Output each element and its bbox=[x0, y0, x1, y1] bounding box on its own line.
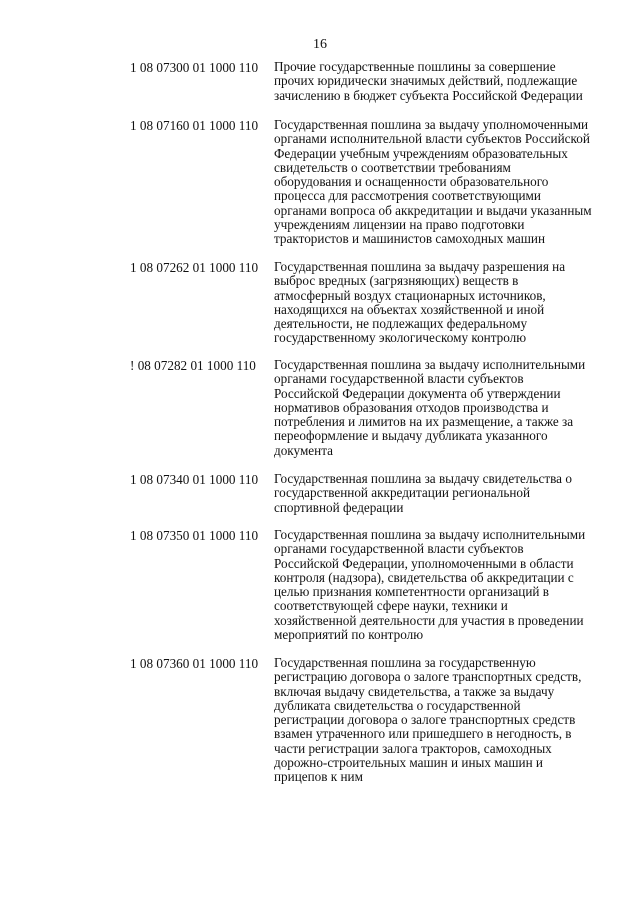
page-number: 16 bbox=[313, 37, 327, 52]
description-line: находящихся на объектах хозяйственной и иной bbox=[274, 301, 545, 317]
description-line: прицепов к ним bbox=[274, 769, 363, 785]
description-line: дорожно-строительных машин и иных машин и bbox=[274, 755, 543, 771]
description-line: спортивной федерации bbox=[274, 499, 404, 515]
revenue-description bbox=[274, 472, 594, 515]
description-line: Российской Федерации, уполномоченными в области bbox=[274, 555, 574, 571]
description-line: дубликата свидетельства о государственной bbox=[274, 697, 521, 713]
revenue-code: 1 08 07340 01 1000 110 bbox=[130, 472, 259, 487]
revenue-description bbox=[274, 118, 594, 247]
description-line: Российской Федерации документа об утверждении bbox=[274, 385, 561, 401]
description-line: атмосферный воздух стационарных источников, bbox=[274, 287, 546, 303]
description-line: нормативов образования отходов производства и bbox=[274, 399, 549, 415]
revenue-code: 1 08 07350 01 1000 110 bbox=[130, 528, 259, 543]
description-line: органами исполнительной власти субъектов Российской bbox=[274, 131, 590, 147]
description-line: Государственная пошлина за государственную bbox=[274, 655, 536, 670]
description-line: государственной аккредитации региональной bbox=[274, 485, 531, 501]
revenue-code: 1 08 07300 01 1000 110 bbox=[130, 60, 259, 75]
description-line: Прочие государственные пошлины за совершение bbox=[274, 59, 556, 74]
description-line: взамен утраченного или пришедшего в негодность, в bbox=[274, 726, 572, 742]
description-line: органами государственной власти субъектов bbox=[274, 541, 524, 557]
revenue-description bbox=[274, 528, 594, 642]
description-line: регистрацию договора о залоге транспортных средств, bbox=[274, 669, 582, 685]
description-line: Государственная пошлина за выдачу разрешения на bbox=[274, 259, 566, 274]
description-line: Федерации учебным учреждениям образовательных bbox=[274, 145, 568, 161]
description-line: Государственная пошлина за выдачу исполнительными bbox=[274, 527, 586, 542]
description-line: Государственная пошлина за выдачу свидетельства о bbox=[274, 471, 572, 486]
description-line: прочих юридически значимых действий, подлежащие bbox=[274, 73, 578, 89]
revenue-description bbox=[274, 656, 594, 785]
description-line: деятельности, не подлежащих федеральному bbox=[274, 316, 528, 332]
description-line: процесса для рассмотрения соответствующими bbox=[274, 188, 541, 204]
revenue-code: 1 08 07360 01 1000 110 bbox=[130, 656, 259, 671]
description-line: зачислению в бюджет субъекта Российской Федерации bbox=[274, 87, 583, 103]
revenue-description bbox=[274, 358, 594, 458]
revenue-description bbox=[274, 260, 594, 346]
description-line: контроля (надзора), свидетельства об аккредитации с bbox=[274, 569, 574, 585]
description-line: органами вопроса об аккредитации и выдачи указанным bbox=[274, 202, 592, 218]
description-line: мероприятий по контролю bbox=[274, 627, 424, 643]
description-line: трактористов и машинистов самоходных машин bbox=[274, 231, 546, 247]
revenue-code: ! 08 07282 01 1000 110 bbox=[130, 358, 256, 373]
description-line: целью признания компетентности организаций в bbox=[274, 584, 550, 600]
description-line: потребления и лимитов на их размещение, а также за bbox=[274, 414, 574, 430]
description-line: соответствующей сфере науки, техники и bbox=[274, 598, 508, 614]
description-line: выброс вредных (загрязняющих) веществ в bbox=[274, 273, 519, 289]
description-line: включая выдачу свидетельства, а также за выдачу bbox=[274, 683, 555, 699]
description-line: оборудования и оснащенности образовательного bbox=[274, 174, 549, 190]
revenue-code: 1 08 07262 01 1000 110 bbox=[130, 260, 259, 275]
revenue-description bbox=[274, 60, 594, 103]
description-line: органами государственной власти субъектов bbox=[274, 371, 524, 387]
description-line: регистрации договора о залоге транспортных средств bbox=[274, 712, 576, 728]
description-line: свидетельств о соответствии требованиям bbox=[274, 159, 511, 175]
description-line: государственному экологическому контролю bbox=[274, 330, 527, 346]
description-line: части регистрации залога тракторов, самоходных bbox=[274, 740, 552, 756]
description-line: документа bbox=[274, 442, 333, 458]
description-line: Государственная пошлина за выдачу исполнительными bbox=[274, 357, 586, 372]
description-line: Государственная пошлина за выдачу уполномоченными bbox=[274, 117, 589, 132]
description-line: хозяйственной деятельности для участия в проведении bbox=[274, 612, 584, 628]
description-line: переоформление и выдачу дубликата указанного bbox=[274, 428, 548, 444]
revenue-code: 1 08 07160 01 1000 110 bbox=[130, 118, 259, 133]
description-line: учреждениям лицензии на право подготовки bbox=[274, 217, 525, 233]
